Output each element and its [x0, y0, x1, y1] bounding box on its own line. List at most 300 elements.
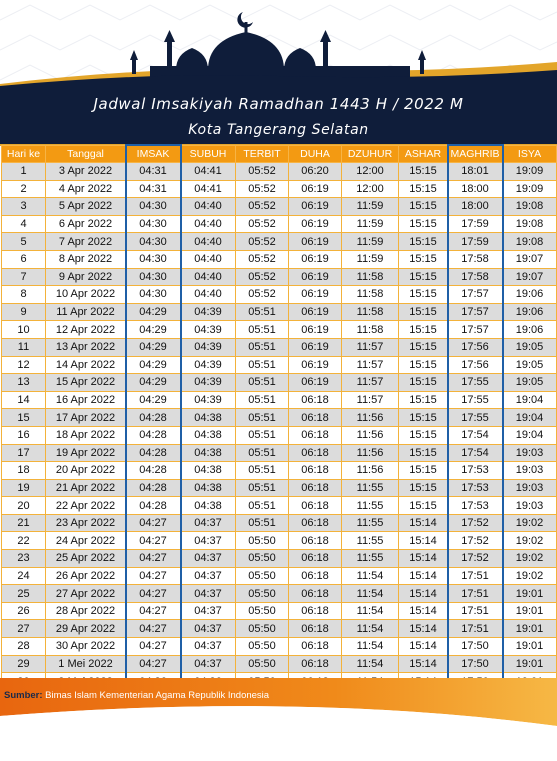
cell-terbit: 05:51 — [236, 391, 289, 409]
cell-imsak: 04:27 — [126, 602, 181, 620]
cell-isya: 19:02 — [503, 514, 557, 532]
column-header-subuh: SUBUH — [181, 146, 236, 163]
cell-imsak: 04:28 — [126, 479, 181, 497]
cell-tanggal: 10 Apr 2022 — [46, 286, 126, 304]
cell-imsak: 04:31 — [126, 180, 181, 198]
cell-terbit: 05:52 — [236, 180, 289, 198]
cell-imsak: 04:30 — [126, 268, 181, 286]
table-row — [2, 163, 557, 181]
cell-isya: 19:08 — [503, 215, 557, 233]
cell-hari-ke: 9 — [2, 303, 46, 321]
cell-ashar: 15:14 — [399, 602, 448, 620]
cell-hari-ke: 1 — [2, 163, 46, 181]
cell-hari-ke: 15 — [2, 409, 46, 427]
cell-dzuhur: 11:55 — [342, 532, 399, 550]
cell-maghrib: 17:58 — [448, 268, 503, 286]
table-row — [2, 321, 557, 339]
source-text: Bimas Islam Kementerian Agama Republik Indonesia — [42, 690, 270, 701]
cell-ashar: 15:15 — [399, 409, 448, 427]
cell-subuh: 04:37 — [181, 567, 236, 585]
cell-maghrib: 17:56 — [448, 338, 503, 356]
cell-duha: 06:18 — [289, 567, 342, 585]
cell-ashar: 15:14 — [399, 550, 448, 568]
cell-hari-ke: 6 — [2, 250, 46, 268]
cell-hari-ke: 24 — [2, 567, 46, 585]
cell-duha: 06:18 — [289, 550, 342, 568]
column-header-hari-ke: Hari ke — [2, 146, 46, 163]
table-row — [2, 338, 557, 356]
cell-ashar: 15:15 — [399, 233, 448, 251]
cell-subuh: 04:39 — [181, 356, 236, 374]
cell-tanggal: 29 Apr 2022 — [46, 620, 126, 638]
cell-duha: 06:19 — [289, 198, 342, 216]
cell-hari-ke: 18 — [2, 462, 46, 480]
cell-subuh: 04:38 — [181, 409, 236, 427]
cell-maghrib: 17:57 — [448, 286, 503, 304]
cell-duha: 06:18 — [289, 426, 342, 444]
schedule-table — [1, 145, 557, 691]
cell-hari-ke: 19 — [2, 479, 46, 497]
cell-imsak: 04:30 — [126, 286, 181, 304]
cell-subuh: 04:40 — [181, 268, 236, 286]
column-header-terbit: TERBIT — [236, 146, 289, 163]
cell-duha: 06:18 — [289, 391, 342, 409]
cell-maghrib: 17:57 — [448, 303, 503, 321]
cell-duha: 06:18 — [289, 497, 342, 515]
cell-tanggal: 12 Apr 2022 — [46, 321, 126, 339]
cell-tanggal: 7 Apr 2022 — [46, 233, 126, 251]
page-subtitle: Kota Tangerang Selatan — [188, 122, 369, 138]
table-row — [2, 356, 557, 374]
cell-imsak: 04:30 — [126, 250, 181, 268]
cell-maghrib: 17:52 — [448, 514, 503, 532]
cell-subuh: 04:37 — [181, 514, 236, 532]
cell-isya: 19:04 — [503, 409, 557, 427]
table-row — [2, 391, 557, 409]
cell-maghrib: 17:55 — [448, 409, 503, 427]
cell-isya: 19:02 — [503, 550, 557, 568]
cell-maghrib: 17:55 — [448, 391, 503, 409]
cell-terbit: 05:50 — [236, 550, 289, 568]
column-header-dzuhur: DZUHUR — [342, 146, 399, 163]
cell-maghrib: 17:50 — [448, 655, 503, 673]
cell-duha: 06:18 — [289, 585, 342, 603]
cell-tanggal: 30 Apr 2022 — [46, 638, 126, 656]
cell-duha: 06:18 — [289, 620, 342, 638]
cell-terbit: 05:50 — [236, 638, 289, 656]
cell-ashar: 15:15 — [399, 180, 448, 198]
cell-tanggal: 17 Apr 2022 — [46, 409, 126, 427]
cell-terbit: 05:50 — [236, 602, 289, 620]
cell-isya: 19:03 — [503, 444, 557, 462]
cell-maghrib: 17:53 — [448, 462, 503, 480]
cell-terbit: 05:51 — [236, 409, 289, 427]
cell-terbit: 05:51 — [236, 479, 289, 497]
cell-dzuhur: 11:56 — [342, 409, 399, 427]
cell-hari-ke: 27 — [2, 620, 46, 638]
cell-dzuhur: 11:56 — [342, 426, 399, 444]
cell-hari-ke: 17 — [2, 444, 46, 462]
table-row — [2, 374, 557, 392]
cell-maghrib: 18:00 — [448, 180, 503, 198]
cell-maghrib: 17:56 — [448, 356, 503, 374]
cell-hari-ke: 26 — [2, 602, 46, 620]
cell-dzuhur: 11:56 — [342, 462, 399, 480]
cell-subuh: 04:37 — [181, 655, 236, 673]
cell-ashar: 15:15 — [399, 198, 448, 216]
cell-isya: 19:07 — [503, 268, 557, 286]
cell-imsak: 04:29 — [126, 321, 181, 339]
table-row — [2, 532, 557, 550]
cell-terbit: 05:52 — [236, 163, 289, 181]
cell-terbit: 05:51 — [236, 426, 289, 444]
table-row — [2, 426, 557, 444]
cell-tanggal: 27 Apr 2022 — [46, 585, 126, 603]
cell-tanggal: 6 Apr 2022 — [46, 215, 126, 233]
cell-isya: 19:01 — [503, 602, 557, 620]
cell-hari-ke: 14 — [2, 391, 46, 409]
cell-subuh: 04:40 — [181, 250, 236, 268]
cell-duha: 06:18 — [289, 638, 342, 656]
table-row — [2, 602, 557, 620]
cell-imsak: 04:27 — [126, 514, 181, 532]
cell-tanggal: 4 Apr 2022 — [46, 180, 126, 198]
cell-tanggal: 19 Apr 2022 — [46, 444, 126, 462]
cell-maghrib: 17:50 — [448, 638, 503, 656]
table-row — [2, 409, 557, 427]
source-label: Sumber: — [4, 690, 43, 701]
cell-duha: 06:18 — [289, 602, 342, 620]
cell-tanggal: 14 Apr 2022 — [46, 356, 126, 374]
cell-dzuhur: 11:57 — [342, 391, 399, 409]
cell-hari-ke: 22 — [2, 532, 46, 550]
cell-ashar: 15:14 — [399, 620, 448, 638]
cell-isya: 19:08 — [503, 198, 557, 216]
cell-duha: 06:19 — [289, 338, 342, 356]
cell-duha: 06:19 — [289, 374, 342, 392]
cell-terbit: 05:51 — [236, 514, 289, 532]
cell-subuh: 04:37 — [181, 620, 236, 638]
cell-tanggal: 22 Apr 2022 — [46, 497, 126, 515]
cell-terbit: 05:52 — [236, 215, 289, 233]
cell-imsak: 04:27 — [126, 532, 181, 550]
cell-duha: 06:19 — [289, 356, 342, 374]
cell-duha: 06:18 — [289, 409, 342, 427]
cell-hari-ke: 29 — [2, 655, 46, 673]
cell-subuh: 04:40 — [181, 233, 236, 251]
cell-hari-ke: 13 — [2, 374, 46, 392]
cell-ashar: 15:14 — [399, 638, 448, 656]
cell-hari-ke: 8 — [2, 286, 46, 304]
cell-duha: 06:19 — [289, 233, 342, 251]
cell-dzuhur: 11:58 — [342, 268, 399, 286]
cell-duha: 06:19 — [289, 180, 342, 198]
cell-terbit: 05:51 — [236, 321, 289, 339]
cell-terbit: 05:50 — [236, 620, 289, 638]
cell-dzuhur: 11:59 — [342, 233, 399, 251]
cell-maghrib: 17:58 — [448, 250, 503, 268]
cell-hari-ke: 16 — [2, 426, 46, 444]
cell-hari-ke: 4 — [2, 215, 46, 233]
cell-isya: 19:01 — [503, 638, 557, 656]
cell-dzuhur: 11:54 — [342, 655, 399, 673]
cell-isya: 19:05 — [503, 374, 557, 392]
table-row — [2, 462, 557, 480]
cell-ashar: 15:14 — [399, 585, 448, 603]
cell-terbit: 05:51 — [236, 374, 289, 392]
cell-ashar: 15:15 — [399, 462, 448, 480]
cell-isya: 19:03 — [503, 497, 557, 515]
cell-duha: 06:19 — [289, 250, 342, 268]
cell-isya: 19:05 — [503, 338, 557, 356]
cell-ashar: 15:14 — [399, 655, 448, 673]
cell-dzuhur: 11:55 — [342, 514, 399, 532]
cell-maghrib: 17:59 — [448, 215, 503, 233]
cell-duha: 06:20 — [289, 163, 342, 181]
cell-isya: 19:01 — [503, 620, 557, 638]
cell-ashar: 15:15 — [399, 321, 448, 339]
cell-ashar: 15:15 — [399, 163, 448, 181]
cell-ashar: 15:15 — [399, 479, 448, 497]
cell-isya: 19:06 — [503, 303, 557, 321]
cell-hari-ke: 10 — [2, 321, 46, 339]
cell-dzuhur: 11:55 — [342, 497, 399, 515]
cell-maghrib: 18:01 — [448, 163, 503, 181]
table-row — [2, 479, 557, 497]
cell-subuh: 04:39 — [181, 321, 236, 339]
source-note — [4, 690, 269, 701]
cell-terbit: 05:51 — [236, 356, 289, 374]
cell-imsak: 04:28 — [126, 462, 181, 480]
cell-maghrib: 17:51 — [448, 602, 503, 620]
cell-terbit: 05:52 — [236, 198, 289, 216]
cell-dzuhur: 11:54 — [342, 585, 399, 603]
table-row — [2, 638, 557, 656]
cell-duha: 06:18 — [289, 444, 342, 462]
cell-ashar: 15:14 — [399, 514, 448, 532]
cell-ashar: 15:15 — [399, 497, 448, 515]
cell-tanggal: 5 Apr 2022 — [46, 198, 126, 216]
cell-tanggal: 28 Apr 2022 — [46, 602, 126, 620]
cell-tanggal: 23 Apr 2022 — [46, 514, 126, 532]
cell-subuh: 04:37 — [181, 602, 236, 620]
cell-maghrib: 17:54 — [448, 444, 503, 462]
cell-subuh: 04:38 — [181, 497, 236, 515]
cell-maghrib: 17:53 — [448, 497, 503, 515]
cell-imsak: 04:27 — [126, 585, 181, 603]
cell-subuh: 04:41 — [181, 180, 236, 198]
cell-dzuhur: 11:56 — [342, 444, 399, 462]
cell-dzuhur: 11:58 — [342, 286, 399, 304]
table-row — [2, 286, 557, 304]
cell-maghrib: 17:51 — [448, 585, 503, 603]
table-row — [2, 444, 557, 462]
cell-tanggal: 11 Apr 2022 — [46, 303, 126, 321]
cell-subuh: 04:38 — [181, 426, 236, 444]
cell-dzuhur: 11:58 — [342, 321, 399, 339]
cell-imsak: 04:27 — [126, 638, 181, 656]
cell-ashar: 15:14 — [399, 567, 448, 585]
cell-maghrib: 17:57 — [448, 321, 503, 339]
cell-subuh: 04:39 — [181, 338, 236, 356]
cell-tanggal: 21 Apr 2022 — [46, 479, 126, 497]
cell-dzuhur: 11:59 — [342, 198, 399, 216]
cell-duha: 06:18 — [289, 462, 342, 480]
cell-ashar: 15:15 — [399, 426, 448, 444]
cell-duha: 06:19 — [289, 215, 342, 233]
cell-maghrib: 17:55 — [448, 374, 503, 392]
cell-ashar: 15:15 — [399, 250, 448, 268]
cell-isya: 19:07 — [503, 250, 557, 268]
cell-terbit: 05:50 — [236, 567, 289, 585]
column-header-maghrib: MAGHRIB — [448, 146, 503, 163]
cell-dzuhur: 11:54 — [342, 567, 399, 585]
cell-imsak: 04:31 — [126, 163, 181, 181]
cell-hari-ke: 3 — [2, 198, 46, 216]
cell-dzuhur: 11:57 — [342, 356, 399, 374]
cell-subuh: 04:37 — [181, 532, 236, 550]
cell-duha: 06:19 — [289, 286, 342, 304]
cell-duha: 06:18 — [289, 479, 342, 497]
cell-isya: 19:01 — [503, 655, 557, 673]
cell-tanggal: 8 Apr 2022 — [46, 250, 126, 268]
cell-hari-ke: 12 — [2, 356, 46, 374]
cell-isya: 19:05 — [503, 356, 557, 374]
cell-hari-ke: 20 — [2, 497, 46, 515]
cell-hari-ke: 21 — [2, 514, 46, 532]
cell-tanggal: 18 Apr 2022 — [46, 426, 126, 444]
cell-subuh: 04:40 — [181, 286, 236, 304]
cell-imsak: 04:28 — [126, 409, 181, 427]
table-row — [2, 198, 557, 216]
cell-subuh: 04:39 — [181, 391, 236, 409]
cell-imsak: 04:27 — [126, 655, 181, 673]
cell-imsak: 04:28 — [126, 426, 181, 444]
cell-imsak: 04:27 — [126, 550, 181, 568]
cell-terbit: 05:51 — [236, 338, 289, 356]
column-header-duha: DUHA — [289, 146, 342, 163]
cell-dzuhur: 11:58 — [342, 303, 399, 321]
cell-subuh: 04:41 — [181, 163, 236, 181]
table-row — [2, 620, 557, 638]
cell-tanggal: 26 Apr 2022 — [46, 567, 126, 585]
table-row — [2, 514, 557, 532]
cell-duha: 06:19 — [289, 268, 342, 286]
cell-ashar: 15:15 — [399, 286, 448, 304]
cell-hari-ke: 28 — [2, 638, 46, 656]
cell-isya: 19:04 — [503, 391, 557, 409]
column-header-isya: ISYA — [503, 146, 557, 163]
cell-terbit: 05:50 — [236, 655, 289, 673]
cell-hari-ke: 5 — [2, 233, 46, 251]
cell-tanggal: 16 Apr 2022 — [46, 391, 126, 409]
cell-subuh: 04:38 — [181, 479, 236, 497]
cell-duha: 06:18 — [289, 532, 342, 550]
cell-ashar: 15:15 — [399, 444, 448, 462]
cell-ashar: 15:14 — [399, 532, 448, 550]
cell-duha: 06:18 — [289, 514, 342, 532]
crescent-moon-icon — [237, 12, 253, 28]
cell-imsak: 04:29 — [126, 391, 181, 409]
cell-isya: 19:02 — [503, 567, 557, 585]
table-row — [2, 585, 557, 603]
cell-dzuhur: 11:57 — [342, 338, 399, 356]
cell-ashar: 15:15 — [399, 303, 448, 321]
page-title: Jadwal Imsakiyah Ramadhan 1443 H / 2022 M — [93, 95, 464, 113]
cell-isya: 19:02 — [503, 532, 557, 550]
table-row — [2, 550, 557, 568]
cell-ashar: 15:15 — [399, 356, 448, 374]
cell-terbit: 05:51 — [236, 497, 289, 515]
cell-imsak: 04:29 — [126, 303, 181, 321]
cell-subuh: 04:40 — [181, 215, 236, 233]
cell-isya: 19:06 — [503, 286, 557, 304]
cell-imsak: 04:28 — [126, 497, 181, 515]
cell-maghrib: 17:51 — [448, 620, 503, 638]
cell-isya: 19:04 — [503, 426, 557, 444]
column-header-ashar: ASHAR — [399, 146, 448, 163]
cell-tanggal: 15 Apr 2022 — [46, 374, 126, 392]
cell-maghrib: 17:59 — [448, 233, 503, 251]
cell-terbit: 05:51 — [236, 303, 289, 321]
cell-dzuhur: 11:54 — [342, 620, 399, 638]
cell-dzuhur: 11:59 — [342, 250, 399, 268]
table-row — [2, 215, 557, 233]
cell-dzuhur: 12:00 — [342, 180, 399, 198]
table-row — [2, 303, 557, 321]
cell-subuh: 04:37 — [181, 638, 236, 656]
cell-duha: 06:19 — [289, 321, 342, 339]
cell-isya: 19:09 — [503, 163, 557, 181]
cell-imsak: 04:27 — [126, 567, 181, 585]
cell-hari-ke: 11 — [2, 338, 46, 356]
table-header-row — [2, 146, 557, 163]
cell-terbit: 05:52 — [236, 250, 289, 268]
table-row — [2, 233, 557, 251]
cell-terbit: 05:50 — [236, 585, 289, 603]
cell-subuh: 04:38 — [181, 462, 236, 480]
cell-imsak: 04:28 — [126, 444, 181, 462]
cell-tanggal: 3 Apr 2022 — [46, 163, 126, 181]
cell-imsak: 04:30 — [126, 233, 181, 251]
cell-hari-ke: 7 — [2, 268, 46, 286]
cell-subuh: 04:39 — [181, 374, 236, 392]
cell-duha: 06:19 — [289, 303, 342, 321]
cell-ashar: 15:15 — [399, 215, 448, 233]
cell-subuh: 04:37 — [181, 585, 236, 603]
cell-ashar: 15:15 — [399, 268, 448, 286]
cell-terbit: 05:52 — [236, 286, 289, 304]
cell-ashar: 15:15 — [399, 374, 448, 392]
column-header-imsak: IMSAK — [126, 146, 181, 163]
cell-maghrib: 18:00 — [448, 198, 503, 216]
cell-terbit: 05:52 — [236, 268, 289, 286]
cell-dzuhur: 11:57 — [342, 374, 399, 392]
cell-dzuhur: 11:55 — [342, 479, 399, 497]
cell-tanggal: 13 Apr 2022 — [46, 338, 126, 356]
cell-subuh: 04:37 — [181, 550, 236, 568]
cell-isya: 19:03 — [503, 479, 557, 497]
cell-subuh: 04:39 — [181, 303, 236, 321]
cell-imsak: 04:29 — [126, 374, 181, 392]
cell-hari-ke: 23 — [2, 550, 46, 568]
cell-maghrib: 17:54 — [448, 426, 503, 444]
cell-dzuhur: 12:00 — [342, 163, 399, 181]
cell-isya: 19:08 — [503, 233, 557, 251]
cell-duha: 06:18 — [289, 655, 342, 673]
cell-terbit: 05:52 — [236, 233, 289, 251]
cell-maghrib: 17:53 — [448, 479, 503, 497]
